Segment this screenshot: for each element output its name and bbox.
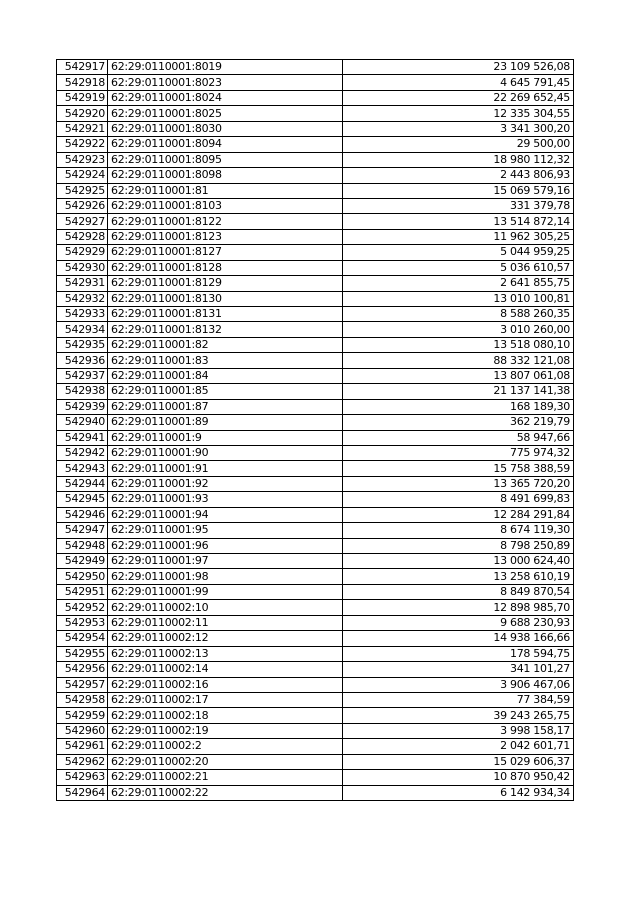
table-row [57, 198, 574, 213]
table-row [57, 384, 574, 399]
row-id-cell: 542918 [57, 75, 108, 90]
table-row [57, 662, 574, 677]
table-row [57, 492, 574, 507]
row-id-cell: 542938 [57, 384, 108, 399]
cadastral-value-cell: 5 044 959,25 [343, 245, 574, 260]
cadastral-value-cell: 3 998 158,17 [343, 723, 574, 738]
cadastral-number-cell: 62:29:0110001:97 [108, 554, 343, 569]
row-id-cell: 542921 [57, 121, 108, 136]
row-id-cell: 542932 [57, 291, 108, 306]
cadastral-number-cell: 62:29:0110001:8128 [108, 260, 343, 275]
row-id-cell: 542935 [57, 337, 108, 352]
table-row [57, 106, 574, 121]
table-row [57, 569, 574, 584]
row-id-cell: 542947 [57, 523, 108, 538]
cadastral-number-cell: 62:29:0110002:21 [108, 770, 343, 785]
table-row [57, 90, 574, 105]
row-id-cell: 542929 [57, 245, 108, 260]
cadastral-number-cell: 62:29:0110001:99 [108, 584, 343, 599]
table-row [57, 430, 574, 445]
cadastral-value-cell: 8 798 250,89 [343, 538, 574, 553]
cadastral-value-cell: 15 069 579,16 [343, 183, 574, 198]
cadastral-number-cell: 62:29:0110002:20 [108, 754, 343, 769]
cadastral-value-cell: 10 870 950,42 [343, 770, 574, 785]
cadastral-number-cell: 62:29:0110002:17 [108, 692, 343, 707]
cadastral-number-cell: 62:29:0110001:96 [108, 538, 343, 553]
row-id-cell: 542956 [57, 662, 108, 677]
cadastral-number-cell: 62:29:0110002:14 [108, 662, 343, 677]
cadastral-value-cell: 8 849 870,54 [343, 584, 574, 599]
table-row [57, 770, 574, 785]
row-id-cell: 542928 [57, 229, 108, 244]
row-id-cell: 542925 [57, 183, 108, 198]
table-row [57, 476, 574, 491]
cadastral-number-cell: 62:29:0110002:19 [108, 723, 343, 738]
table-row [57, 137, 574, 152]
table-row [57, 708, 574, 723]
cadastral-number-cell: 62:29:0110001:8023 [108, 75, 343, 90]
row-id-cell: 542957 [57, 677, 108, 692]
cadastral-value-cell: 775 974,32 [343, 445, 574, 460]
cadastral-number-cell: 62:29:0110001:8098 [108, 168, 343, 183]
row-id-cell: 542943 [57, 461, 108, 476]
cadastral-value-cell: 3 010 260,00 [343, 322, 574, 337]
cadastral-value-table [56, 59, 574, 801]
cadastral-value-cell: 58 947,66 [343, 430, 574, 445]
cadastral-value-cell: 4 645 791,45 [343, 75, 574, 90]
row-id-cell: 542948 [57, 538, 108, 553]
row-id-cell: 542937 [57, 368, 108, 383]
cadastral-number-cell: 62:29:0110001:83 [108, 353, 343, 368]
cadastral-value-cell: 14 938 166,66 [343, 631, 574, 646]
table-row [57, 523, 574, 538]
cadastral-value-cell: 15 758 388,59 [343, 461, 574, 476]
table-row [57, 677, 574, 692]
table-row [57, 399, 574, 414]
cadastral-number-cell: 62:29:0110002:11 [108, 615, 343, 630]
table-row [57, 445, 574, 460]
table-row [57, 168, 574, 183]
cadastral-value-cell: 8 491 699,83 [343, 492, 574, 507]
row-id-cell: 542946 [57, 507, 108, 522]
cadastral-value-cell: 2 443 806,93 [343, 168, 574, 183]
cadastral-value-cell: 331 379,78 [343, 198, 574, 213]
table-row [57, 646, 574, 661]
row-id-cell: 542954 [57, 631, 108, 646]
cadastral-value-cell: 13 514 872,14 [343, 214, 574, 229]
row-id-cell: 542964 [57, 785, 108, 800]
row-id-cell: 542919 [57, 90, 108, 105]
table-row [57, 353, 574, 368]
row-id-cell: 542958 [57, 692, 108, 707]
cadastral-value-cell: 11 962 305,25 [343, 229, 574, 244]
row-id-cell: 542952 [57, 600, 108, 615]
cadastral-number-cell: 62:29:0110001:8025 [108, 106, 343, 121]
cadastral-number-cell: 62:29:0110001:87 [108, 399, 343, 414]
row-id-cell: 542930 [57, 260, 108, 275]
cadastral-number-cell: 62:29:0110001:84 [108, 368, 343, 383]
row-id-cell: 542961 [57, 739, 108, 754]
row-id-cell: 542963 [57, 770, 108, 785]
cadastral-number-cell: 62:29:0110001:89 [108, 415, 343, 430]
table-row [57, 538, 574, 553]
cadastral-number-cell: 62:29:0110001:8130 [108, 291, 343, 306]
cadastral-number-cell: 62:29:0110001:91 [108, 461, 343, 476]
cadastral-value-cell: 178 594,75 [343, 646, 574, 661]
cadastral-value-cell: 88 332 121,08 [343, 353, 574, 368]
cadastral-value-cell: 2 042 601,71 [343, 739, 574, 754]
cadastral-value-cell: 21 137 141,38 [343, 384, 574, 399]
cadastral-value-cell: 2 641 855,75 [343, 276, 574, 291]
cadastral-value-cell: 12 335 304,55 [343, 106, 574, 121]
table-row [57, 615, 574, 630]
row-id-cell: 542939 [57, 399, 108, 414]
cadastral-value-cell: 15 029 606,37 [343, 754, 574, 769]
row-id-cell: 542936 [57, 353, 108, 368]
cadastral-number-cell: 62:29:0110001:8132 [108, 322, 343, 337]
cadastral-number-cell: 62:29:0110002:12 [108, 631, 343, 646]
row-id-cell: 542931 [57, 276, 108, 291]
cadastral-number-cell: 62:29:0110001:82 [108, 337, 343, 352]
cadastral-value-cell: 13 000 624,40 [343, 554, 574, 569]
cadastral-number-cell: 62:29:0110001:94 [108, 507, 343, 522]
cadastral-value-cell: 6 142 934,34 [343, 785, 574, 800]
cadastral-value-cell: 12 284 291,84 [343, 507, 574, 522]
table-row [57, 754, 574, 769]
row-id-cell: 542922 [57, 137, 108, 152]
row-id-cell: 542942 [57, 445, 108, 460]
table-row [57, 337, 574, 352]
table-body [57, 60, 574, 801]
cadastral-number-cell: 62:29:0110001:92 [108, 476, 343, 491]
cadastral-value-cell: 8 588 260,35 [343, 307, 574, 322]
cadastral-number-cell: 62:29:0110001:8127 [108, 245, 343, 260]
cadastral-value-cell: 5 036 610,57 [343, 260, 574, 275]
row-id-cell: 542944 [57, 476, 108, 491]
table-row [57, 60, 574, 75]
cadastral-number-cell: 62:29:0110001:8030 [108, 121, 343, 136]
cadastral-value-cell: 3 341 300,20 [343, 121, 574, 136]
cadastral-number-cell: 62:29:0110001:8094 [108, 137, 343, 152]
row-id-cell: 542955 [57, 646, 108, 661]
table-row [57, 554, 574, 569]
cadastral-value-cell: 12 898 985,70 [343, 600, 574, 615]
table-row [57, 276, 574, 291]
cadastral-value-cell: 8 674 119,30 [343, 523, 574, 538]
table-row [57, 245, 574, 260]
cadastral-number-cell: 62:29:0110002:16 [108, 677, 343, 692]
table-row [57, 183, 574, 198]
cadastral-number-cell: 62:29:0110002:13 [108, 646, 343, 661]
row-id-cell: 542934 [57, 322, 108, 337]
row-id-cell: 542960 [57, 723, 108, 738]
row-id-cell: 542933 [57, 307, 108, 322]
table-row [57, 368, 574, 383]
cadastral-number-cell: 62:29:0110002:22 [108, 785, 343, 800]
cadastral-value-cell: 13 807 061,08 [343, 368, 574, 383]
row-id-cell: 542920 [57, 106, 108, 121]
cadastral-value-cell: 13 010 100,81 [343, 291, 574, 306]
table-row [57, 631, 574, 646]
cadastral-number-cell: 62:29:0110001:8131 [108, 307, 343, 322]
cadastral-value-cell: 77 384,59 [343, 692, 574, 707]
table-row [57, 600, 574, 615]
cadastral-number-cell: 62:29:0110001:8103 [108, 198, 343, 213]
cadastral-number-cell: 62:29:0110001:8019 [108, 60, 343, 75]
row-id-cell: 542940 [57, 415, 108, 430]
table-row [57, 415, 574, 430]
cadastral-number-cell: 62:29:0110001:95 [108, 523, 343, 538]
table-row [57, 739, 574, 754]
table-row [57, 692, 574, 707]
table-row [57, 214, 574, 229]
table-row [57, 307, 574, 322]
cadastral-number-cell: 62:29:0110002:2 [108, 739, 343, 754]
cadastral-number-cell: 62:29:0110001:9 [108, 430, 343, 445]
cadastral-number-cell: 62:29:0110001:8123 [108, 229, 343, 244]
cadastral-value-cell: 3 906 467,06 [343, 677, 574, 692]
row-id-cell: 542926 [57, 198, 108, 213]
row-id-cell: 542923 [57, 152, 108, 167]
cadastral-value-cell: 29 500,00 [343, 137, 574, 152]
cadastral-number-cell: 62:29:0110002:10 [108, 600, 343, 615]
row-id-cell: 542924 [57, 168, 108, 183]
cadastral-value-cell: 23 109 526,08 [343, 60, 574, 75]
cadastral-value-cell: 39 243 265,75 [343, 708, 574, 723]
cadastral-number-cell: 62:29:0110001:8024 [108, 90, 343, 105]
row-id-cell: 542927 [57, 214, 108, 229]
row-id-cell: 542949 [57, 554, 108, 569]
table-row [57, 229, 574, 244]
row-id-cell: 542941 [57, 430, 108, 445]
table-row [57, 723, 574, 738]
cadastral-value-cell: 22 269 652,45 [343, 90, 574, 105]
row-id-cell: 542917 [57, 60, 108, 75]
table-row [57, 152, 574, 167]
table-row [57, 584, 574, 599]
cadastral-number-cell: 62:29:0110001:85 [108, 384, 343, 399]
table-row [57, 121, 574, 136]
cadastral-number-cell: 62:29:0110001:90 [108, 445, 343, 460]
cadastral-value-cell: 168 189,30 [343, 399, 574, 414]
cadastral-number-cell: 62:29:0110001:98 [108, 569, 343, 584]
cadastral-number-cell: 62:29:0110001:93 [108, 492, 343, 507]
cadastral-number-cell: 62:29:0110001:8122 [108, 214, 343, 229]
table-row [57, 785, 574, 800]
cadastral-number-cell: 62:29:0110001:8095 [108, 152, 343, 167]
cadastral-number-cell: 62:29:0110001:8129 [108, 276, 343, 291]
row-id-cell: 542953 [57, 615, 108, 630]
table-row [57, 507, 574, 522]
row-id-cell: 542959 [57, 708, 108, 723]
cadastral-value-cell: 13 258 610,19 [343, 569, 574, 584]
cadastral-value-cell: 13 518 080,10 [343, 337, 574, 352]
cadastral-value-cell: 362 219,79 [343, 415, 574, 430]
table-row [57, 461, 574, 476]
row-id-cell: 542945 [57, 492, 108, 507]
table-row [57, 260, 574, 275]
cadastral-number-cell: 62:29:0110001:81 [108, 183, 343, 198]
row-id-cell: 542950 [57, 569, 108, 584]
cadastral-value-cell: 9 688 230,93 [343, 615, 574, 630]
cadastral-value-cell: 18 980 112,32 [343, 152, 574, 167]
table-row [57, 75, 574, 90]
table-row [57, 322, 574, 337]
cadastral-value-cell: 341 101,27 [343, 662, 574, 677]
cadastral-number-cell: 62:29:0110002:18 [108, 708, 343, 723]
row-id-cell: 542951 [57, 584, 108, 599]
cadastral-value-cell: 13 365 720,20 [343, 476, 574, 491]
row-id-cell: 542962 [57, 754, 108, 769]
table-row [57, 291, 574, 306]
